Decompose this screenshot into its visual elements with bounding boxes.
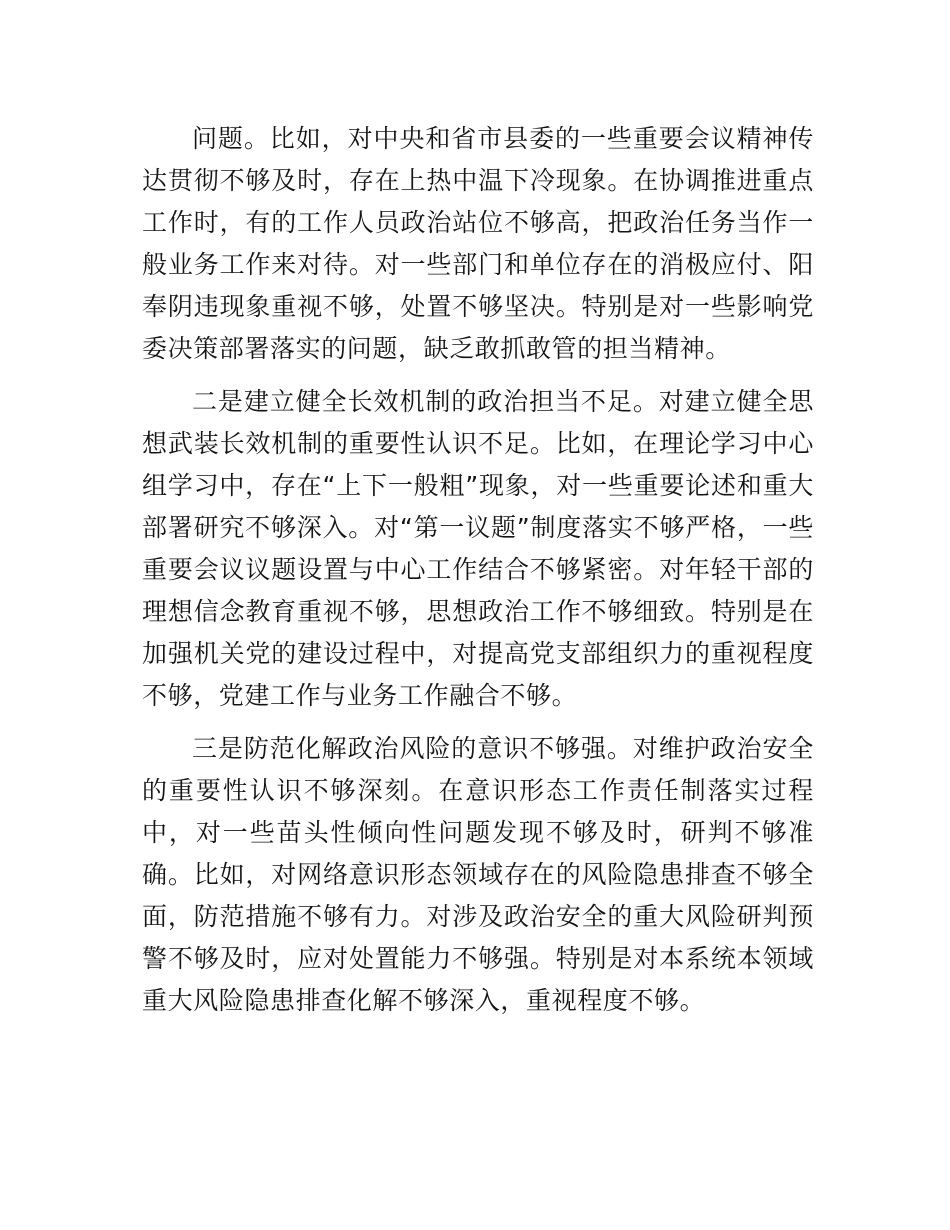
paragraph-continued-problems: 问题。比如，对中央和省市县委的一些重要会议精神传达贯彻不够及时，存在上热中温下冷现象。在协调推进重点工作时，有的工作人员政治站位不够高，把政治任务当作一般业务工作来对待。对一些部门和单位存在的消极应付、阳奉阴违现象重视不够，处置不够坚决。特别是对一些影响党委决策部署落实的问题，缺乏敢抓敢管的担当精神。 bbox=[142, 124, 814, 363]
paragraph-political-risk: 三是防范化解政治风险的意识不够强。对维护政治安全的重要性认识不够深刻。在意识形态工作责任制落实过程中，对一些苗头性倾向性问题发现不够及时，研判不够准确。比如，对网络意识形态领域存在的风险隐患排查不够全面，防范措施不够有力。对涉及政治安全的重大风险研判预警不够及时，应对处置能力不够强。特别是对本系统本领域重大风险隐患排查化解不够深入，重视程度不够。 bbox=[142, 734, 814, 1015]
paragraph-long-term-mechanism: 二是建立健全长效机制的政治担当不足。对建立健全思想武装长效机制的重要性认识不足。比如，在理论学习中心组学习中，存在“上下一般粗”现象，对一些重要论述和重大部署研究不够深入。对“第一议题”制度落实不够严格，一些重要会议议题设置与中心工作结合不够紧密。对年轻干部的理想信念教育重视不够，思想政治工作不够细致。特别是在加强机关党的建设过程中，对提高党支部组织力的重视程度不够，党建工作与业务工作融合不够。 bbox=[142, 387, 814, 710]
document-page bbox=[142, 118, 814, 1033]
